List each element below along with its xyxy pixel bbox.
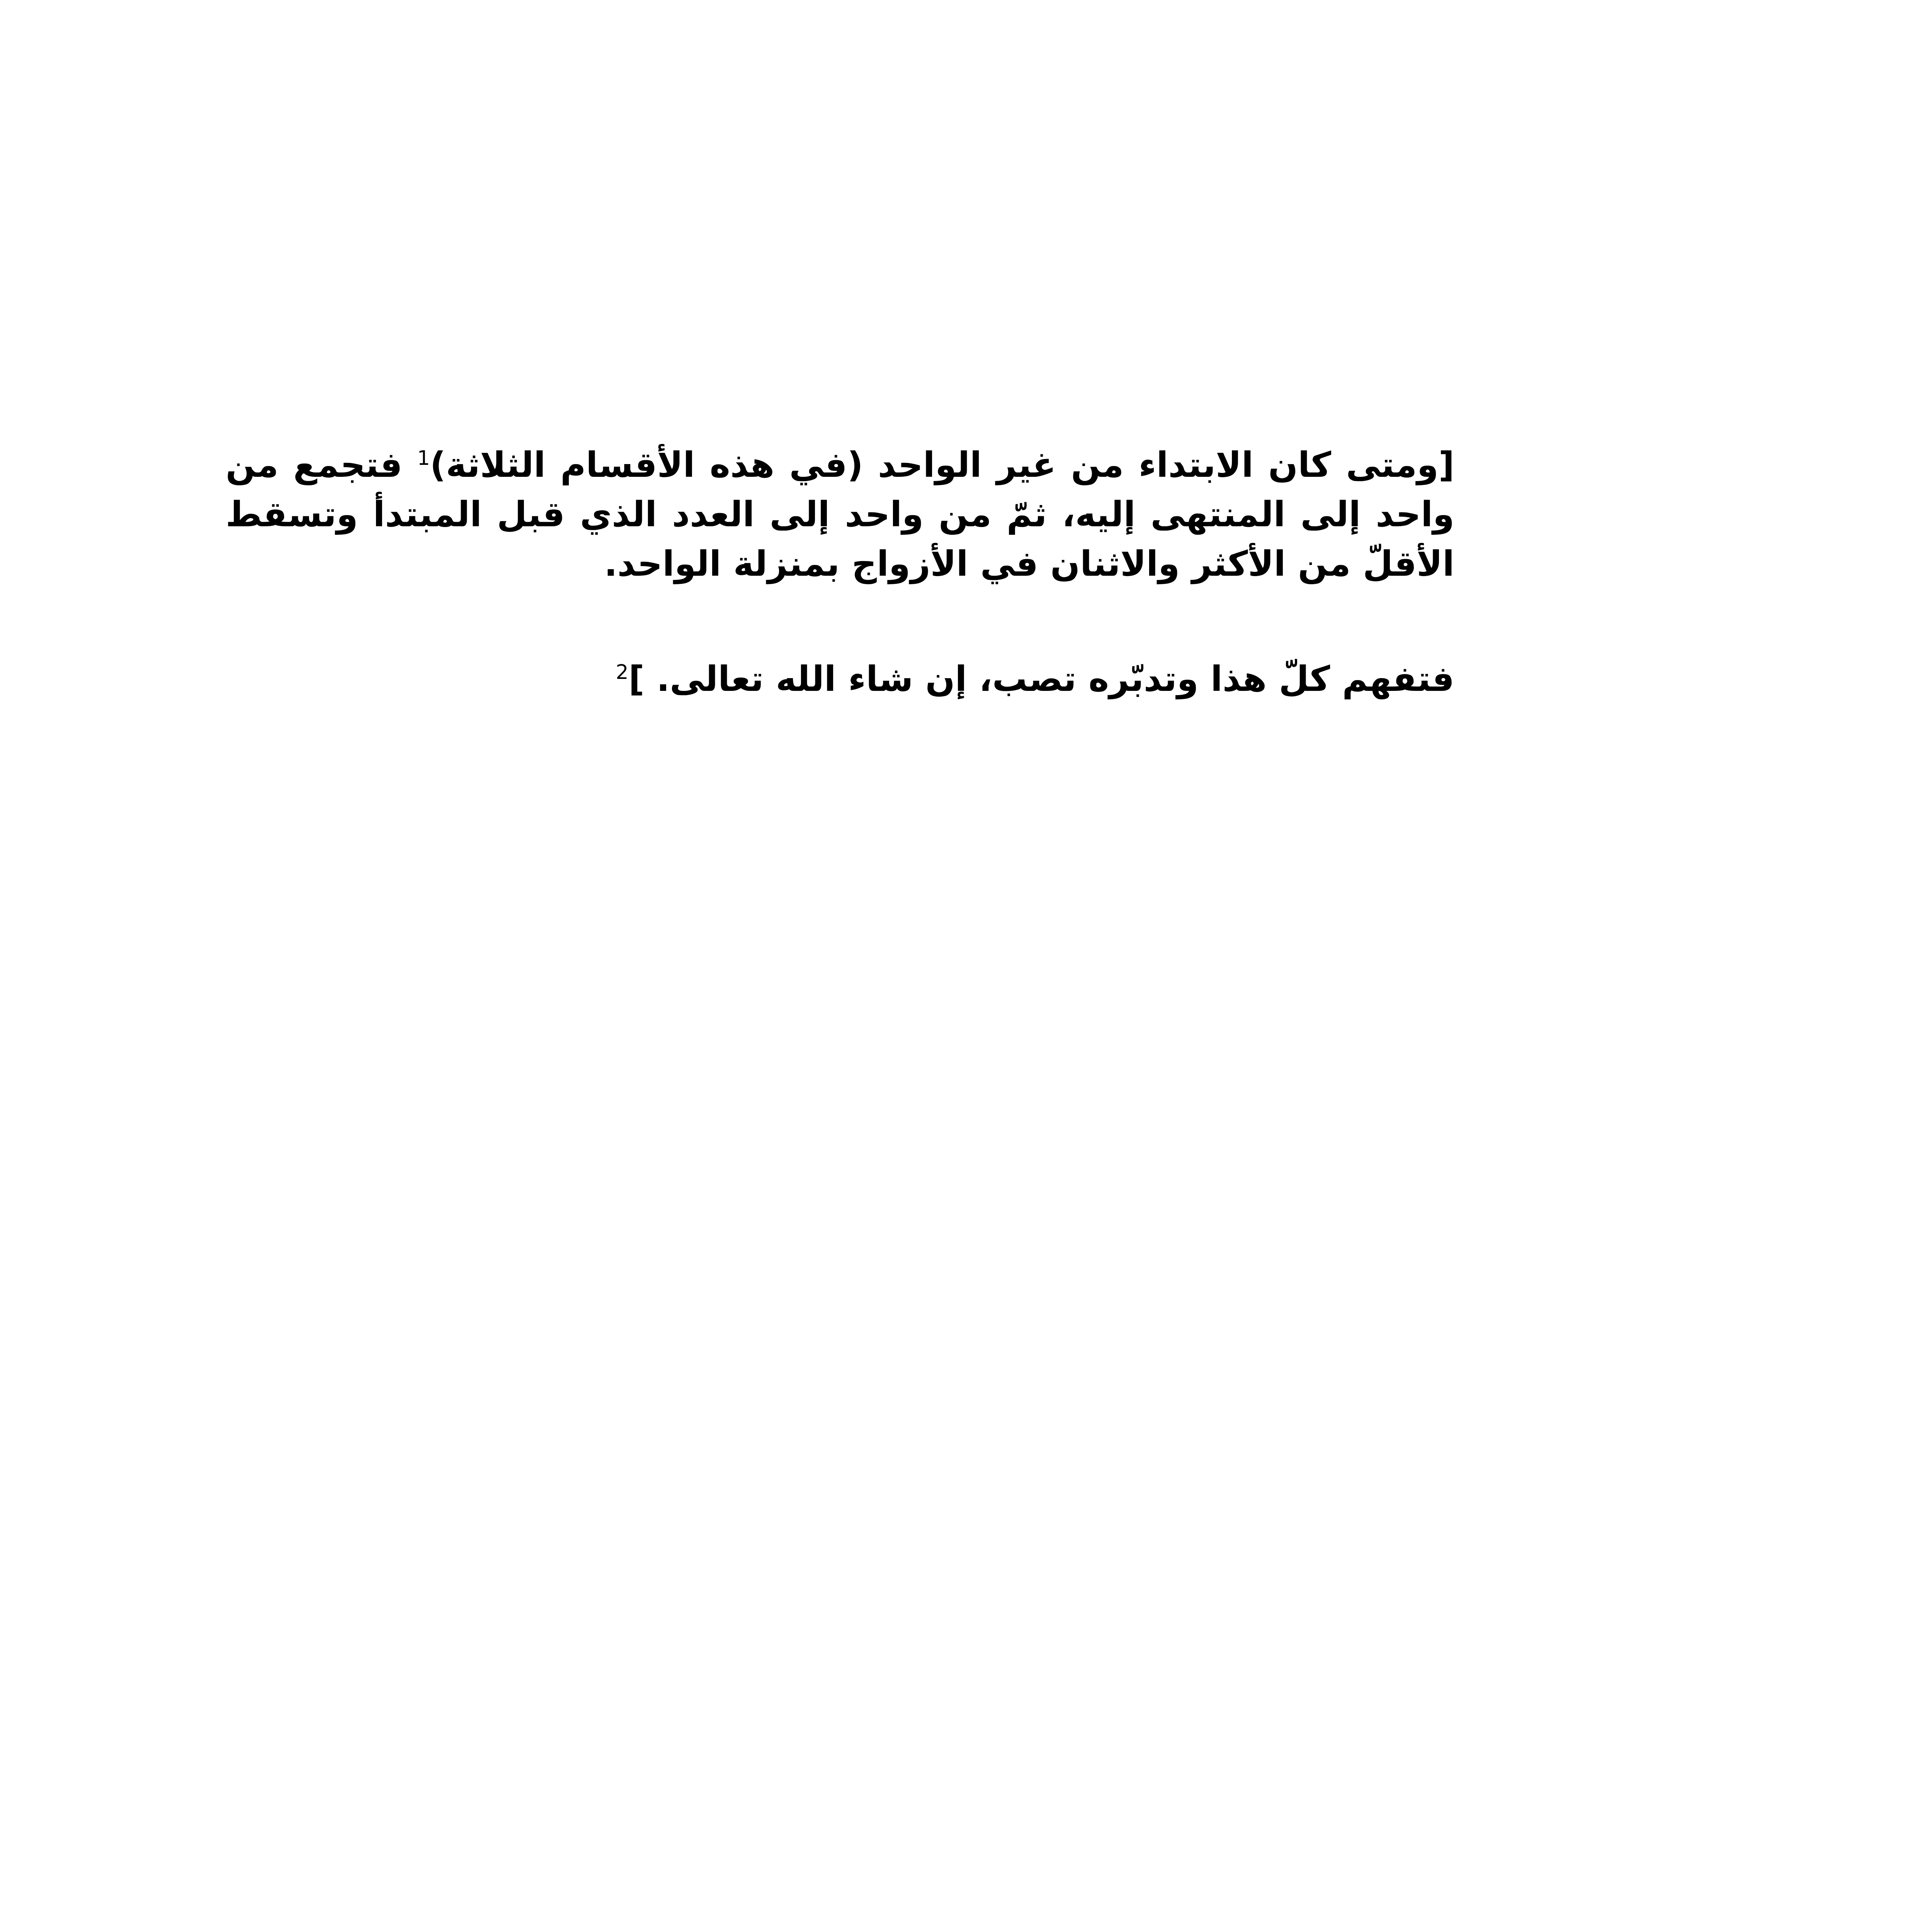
footnote-ref-1[interactable]: 1 <box>417 447 430 470</box>
paragraph-1 <box>226 440 1454 589</box>
footnote-ref-2[interactable]: 2 <box>616 661 629 684</box>
paragraph-2 <box>226 655 1454 704</box>
paragraph-2-text: فتفهم كلّ هذا وتدبّره تصب، إن شاء الله تعالى. ] <box>628 659 1454 699</box>
main-text <box>226 440 1454 704</box>
paragraph-1-text: [ومتى كان الابتداء من غير الواحد (في هذه الأقسام الثلاثة) <box>430 445 1455 485</box>
paragraph-1-text-continued: فتجمع من واحد إلى المنتهى إليه، ثمّ من واحد إلى العدد الذي قبل المبتدأ وتسقط الأقلّ من الأكثر والاثنان في الأزواج بمنزلة الواحد. <box>226 445 1454 584</box>
